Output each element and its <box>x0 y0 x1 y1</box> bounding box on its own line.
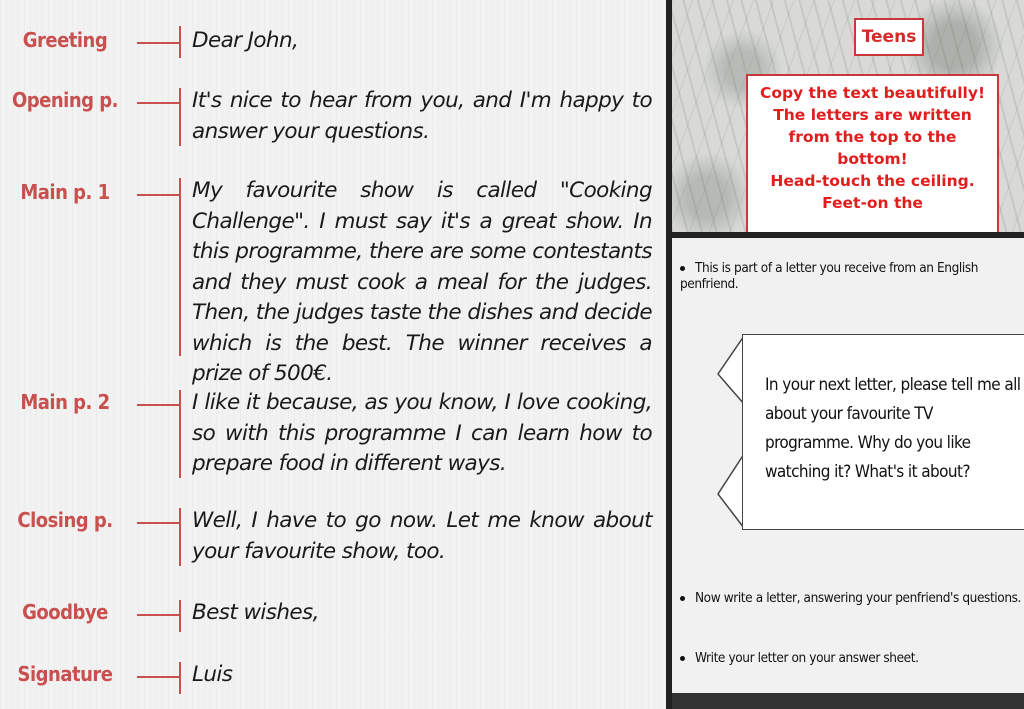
bracket-line <box>179 390 181 478</box>
penfriend-prompt: In your next letter, please tell me all about your favourite TV programme. Why do you like watching it? What's it about? <box>765 375 1021 482</box>
writing-task-panel <box>672 238 1024 693</box>
bracket-line <box>179 662 181 694</box>
instruction-text: Write your letter on your answer sheet. <box>695 650 919 666</box>
copy-instructions-box <box>746 74 999 232</box>
task-intro <box>680 260 1024 292</box>
bracket-line <box>179 508 181 566</box>
section-label: Goodbye <box>22 600 108 624</box>
teens-label: Teens <box>854 18 924 56</box>
task-intro-text: This is part of a letter you receive from an English penfriend. <box>680 260 979 292</box>
section-text: Luis <box>192 662 233 687</box>
connector-line <box>137 676 179 678</box>
copy-note-line: Head-touch the ceiling. Feet-on the <box>770 172 975 212</box>
bullet-icon <box>680 656 685 661</box>
bracket-line <box>179 26 181 58</box>
section-text: Best wishes, <box>192 600 319 625</box>
bracket-line <box>179 88 181 146</box>
section-label: Main p. 1 <box>20 180 110 204</box>
bottom-bar <box>672 693 1024 709</box>
section-label: Main p. 2 <box>20 390 110 414</box>
task-instruction-2 <box>680 650 919 666</box>
bracket-line <box>179 178 181 356</box>
bracket-line <box>179 600 181 632</box>
task-instruction-1 <box>680 590 1021 606</box>
connector-line <box>137 102 179 104</box>
connector-line <box>137 614 179 616</box>
section-text: I like it because, as you know, I love cooking, so with this programme I can learn how to prepare food in different ways. <box>192 390 652 476</box>
connector-line <box>137 194 179 196</box>
copy-note-line: The letters are written from the top to the bottom! <box>773 106 972 168</box>
section-text: It's nice to hear from you, and I'm happy to answer your questions. <box>192 88 652 144</box>
instruction-text: Now write a letter, answering your penfriend's questions. <box>695 590 1021 606</box>
forest-panel <box>672 0 1024 232</box>
bullet-icon <box>680 266 685 271</box>
section-text: Dear John, <box>192 28 299 53</box>
section-text: Well, I have to go now. Let me know about your favourite show, too. <box>192 508 652 564</box>
bullet-icon <box>680 596 685 601</box>
connector-line <box>137 404 179 406</box>
section-label: Signature <box>17 662 113 686</box>
connector-line <box>137 522 179 524</box>
penfriend-letter-box <box>742 334 1024 530</box>
copy-note-line: Copy the text beautifully! <box>759 84 986 102</box>
section-label: Closing p. <box>17 508 113 532</box>
section-label: Greeting <box>22 28 108 52</box>
section-text: My favourite show is called "Cooking Challenge". I must say it's a great show. In this programme, there are some contestants and they must cook a meal for the judges. Then, the judges taste the dishes and decide which is the best. The winner receives a prize of 500€. <box>192 178 652 386</box>
section-label: Opening p. <box>11 88 119 112</box>
connector-line <box>137 42 179 44</box>
